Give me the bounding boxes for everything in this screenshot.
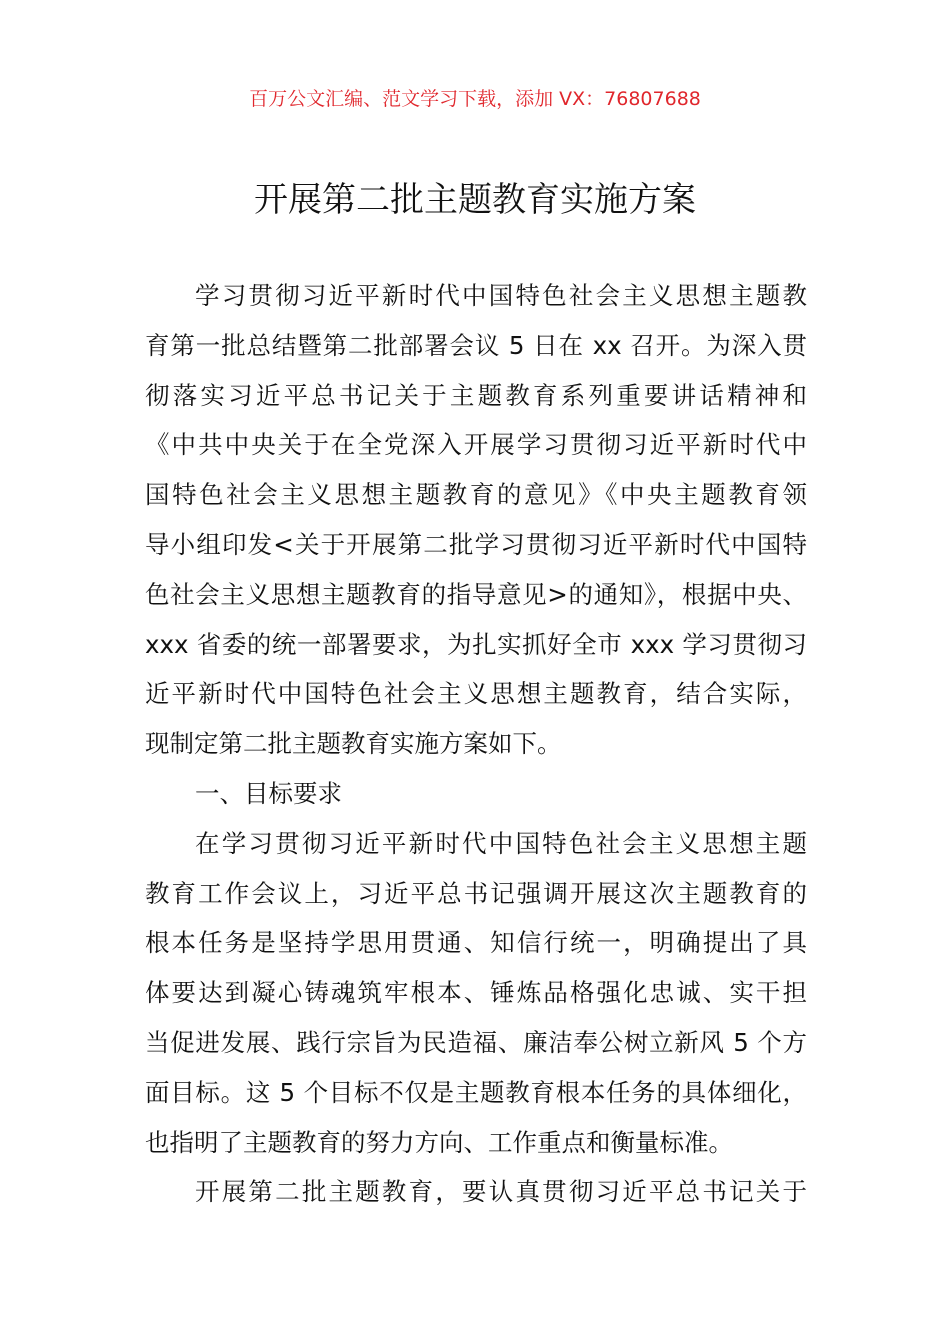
text-line: 开展第二批主题教育，要认真贯彻习近平总书记关于 — [195, 1177, 807, 1207]
text-line: 《中共中央关于在全党深入开展学习贯彻习近平新时代中 — [145, 430, 807, 460]
text-line: 也指明了主题教育的努力方向、工作重点和衡量标准。 — [145, 1127, 733, 1157]
text-line: 国特色社会主义思想主题教育的意见》《中央主题教育领 — [145, 480, 807, 510]
document-title: 开展第二批主题教育实施方案 — [254, 180, 696, 220]
document-body — [145, 276, 807, 1222]
text-line: 教育工作会议上，习近平总书记强调开展这次主题教育的 — [145, 878, 807, 908]
text-line: 导小组印发<关于开展第二批学习贯彻习近平新时代中国特 — [145, 529, 807, 559]
text-line: 彻落实习近平总书记关于主题教育系列重要讲话精神和 — [145, 380, 807, 410]
text-line: 育第一批总结暨第二批部署会议 5 日在 xx 召开。为深入贯 — [145, 330, 807, 360]
text-line: 当促进发展、践行宗旨为民造福、廉洁奉公树立新风 5 个方 — [145, 1027, 807, 1057]
text-line: 色社会主义思想主题教育的指导意见>的通知》，根据中央、 — [145, 579, 807, 609]
text-line: 现制定第二批主题教育实施方案如下。 — [145, 729, 562, 759]
text-line: xxx 省委的统一部署要求，为扎实抓好全市 xxx 学习贯彻习 — [145, 629, 807, 659]
watermark-banner: 百万公文汇编、范文学习下载，添加 VX：76807688 — [249, 88, 701, 110]
text-line: 近平新时代中国特色社会主义思想主题教育，结合实际， — [145, 679, 807, 709]
text-line: 学习贯彻习近平新时代中国特色社会主义思想主题教 — [195, 281, 807, 310]
text-line: 体要达到凝心铸魂筑牢根本、锤炼品格强化忠诚、实干担 — [145, 978, 807, 1008]
text-line: 根本任务是坚持学思用贯通、知信行统一，明确提出了具 — [145, 928, 807, 958]
text-line: 在学习贯彻习近平新时代中国特色社会主义思想主题 — [195, 828, 807, 858]
text-line: 面目标。这 5 个目标不仅是主题教育根本任务的具体细化， — [145, 1077, 807, 1107]
section-heading: 一、目标要求 — [195, 778, 342, 808]
